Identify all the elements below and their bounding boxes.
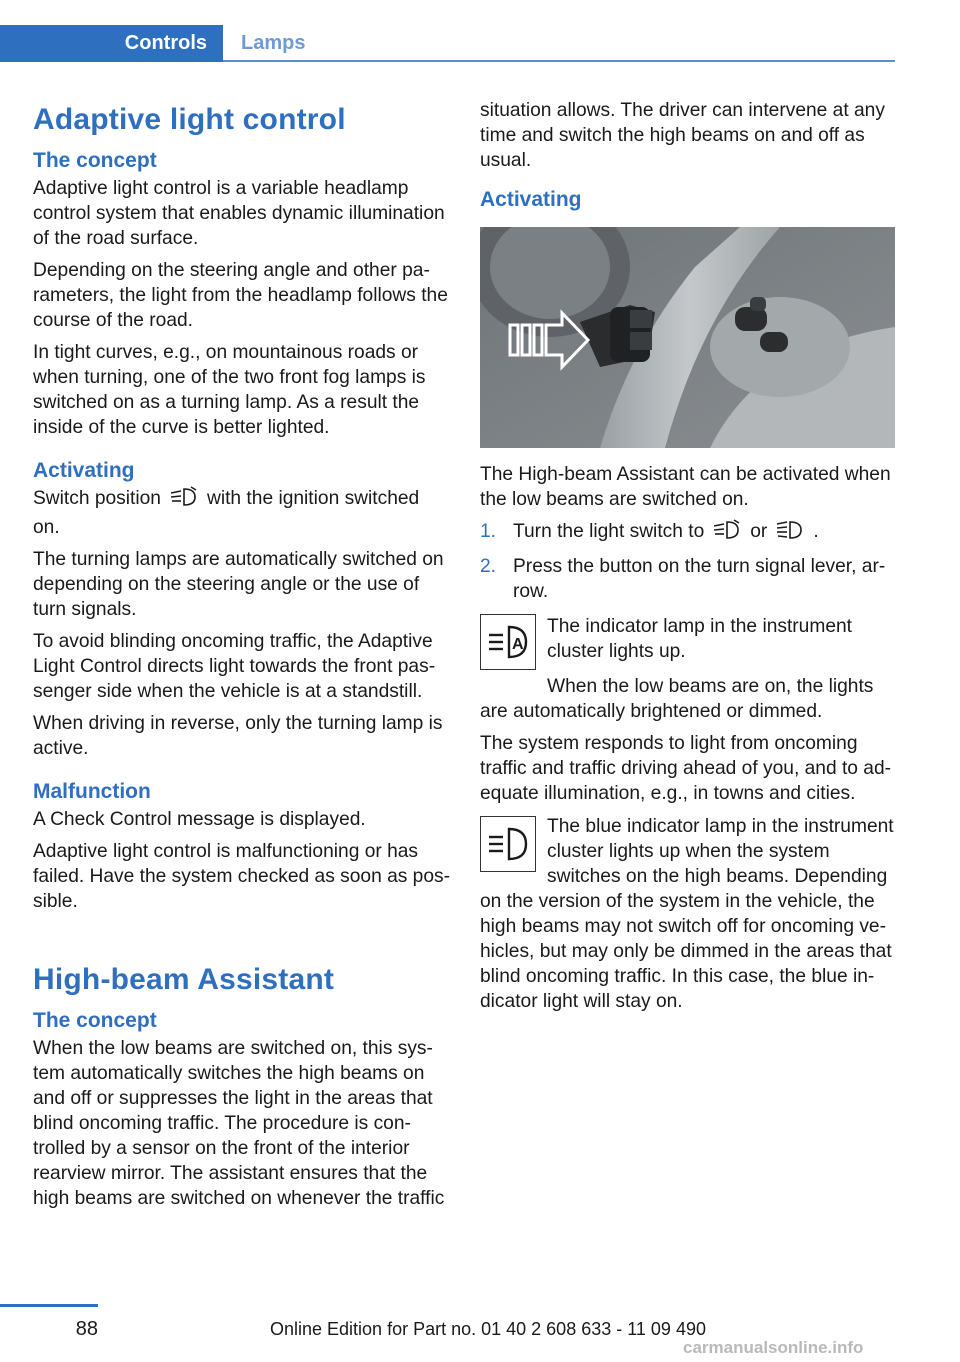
high-beam-icon — [480, 816, 536, 872]
text: or — [750, 521, 768, 542]
tab-controls[interactable]: Controls — [0, 25, 223, 62]
paragraph: The High-beam Assistant can be activated when the low beams are switched on. — [480, 464, 891, 510]
text: . — [813, 521, 819, 542]
paragraph: When the low beams are on, the lights are automatically brightened or dimmed. — [480, 676, 874, 722]
right-column — [480, 98, 898, 1014]
paragraph: Adaptive light control is a variable headlamp control system that enables dynamic illumination of the road surface. — [33, 178, 445, 249]
low-beam-icon — [775, 519, 805, 548]
list-item — [480, 554, 898, 604]
heading-malfunction: Malfunction — [33, 780, 151, 803]
paragraph: The turning lamps are automatically switched on depending on the steering angle or the use of turn signals. — [33, 549, 444, 620]
heading-activating: Activating — [33, 459, 135, 482]
step-number: 1. — [480, 521, 497, 542]
paragraph: Adaptive light control is malfunctioning or has failed. Have the system checked as soon as possible. — [33, 841, 451, 912]
headlight-auto-icon — [169, 486, 199, 515]
step-text: Press the button on the turn signal lever, arrow. — [513, 556, 886, 602]
section-title-high-beam-assistant: High-beam Assistant — [33, 963, 335, 996]
steps-list — [480, 519, 898, 604]
indicator-block-blue — [480, 814, 898, 1014]
paragraph: situation allows. The driver can intervene at any time and switch the high beams on and off as usual. — [480, 100, 885, 171]
text: Turn the light switch to — [513, 521, 705, 542]
paragraph: When the low beams are switched on, this system automatically switches the high beams on and off or suppresses the light in the areas that blind oncoming traffic. The procedure is controlled by a sensor on the front of the interior rearview mirror. The assistant ensures that the high beams are switched on whenever the traffic — [33, 1038, 445, 1209]
steering-wheel-lever-photo — [480, 227, 895, 448]
text: Switch position — [33, 488, 161, 509]
step-number: 2. — [480, 556, 497, 577]
header-tabbar — [0, 25, 895, 62]
paragraph: The system responds to light from oncoming traffic and traffic driving ahead of you, and to adequate illumination, e.g., in towns and cities. — [480, 733, 892, 804]
heading-concept: The concept — [33, 149, 157, 172]
indicator-text: The indicator lamp in the instrument cluster lights up. — [547, 616, 853, 662]
heading-hb-concept: The concept — [33, 1009, 157, 1032]
tab-lamps[interactable]: Lamps — [241, 32, 306, 54]
page-number: 88 — [75, 1318, 98, 1340]
left-column — [33, 98, 451, 1218]
paragraph: To avoid blinding oncoming traffic, the Adaptive Light Control directs light towards the front passenger side when the vehicle is at a standstill. — [33, 631, 436, 702]
step-text — [513, 519, 898, 548]
paragraph-switch-position — [33, 486, 451, 540]
section-title-adaptive-light: Adaptive light control — [33, 103, 346, 136]
heading-activating-hb: Activating — [480, 188, 582, 211]
edition-text: Online Edition for Part no. 01 40 2 608 633 - 11 09 490 — [270, 1319, 706, 1339]
svg-text:A: A — [512, 636, 524, 653]
headlight-auto-icon — [712, 519, 742, 548]
list-item — [480, 519, 898, 548]
footer-rule — [0, 1304, 98, 1307]
watermark: carmanualsonline.info — [683, 1338, 864, 1357]
paragraph: A Check Control message is displayed. — [33, 809, 366, 830]
high-beam-assistant-icon — [480, 614, 536, 670]
paragraph: In tight curves, e.g., on mountainous roads or when turning, one of the two front fog lamps is switched on as a turning lamp. As a result the inside of the curve is better lighted. — [33, 342, 426, 438]
text: with the ignition switched on. — [33, 488, 420, 538]
indicator-text: The blue indicator lamp in the instrument cluster lights up when the system switches on the high beams. Depending on the version of the system in the vehicle, the high beams may not switch off for oncoming vehicles, but may only be dimmed in the areas that blind oncoming traffic. In this case, the blue indicator light will stay on. — [480, 816, 894, 1012]
paragraph: When driving in reverse, only the turning lamp is active. — [33, 713, 443, 759]
indicator-block-auto — [480, 614, 898, 670]
paragraph: Depending on the steering angle and other parameters, the light from the headlamp follows the course of the road. — [33, 260, 448, 331]
